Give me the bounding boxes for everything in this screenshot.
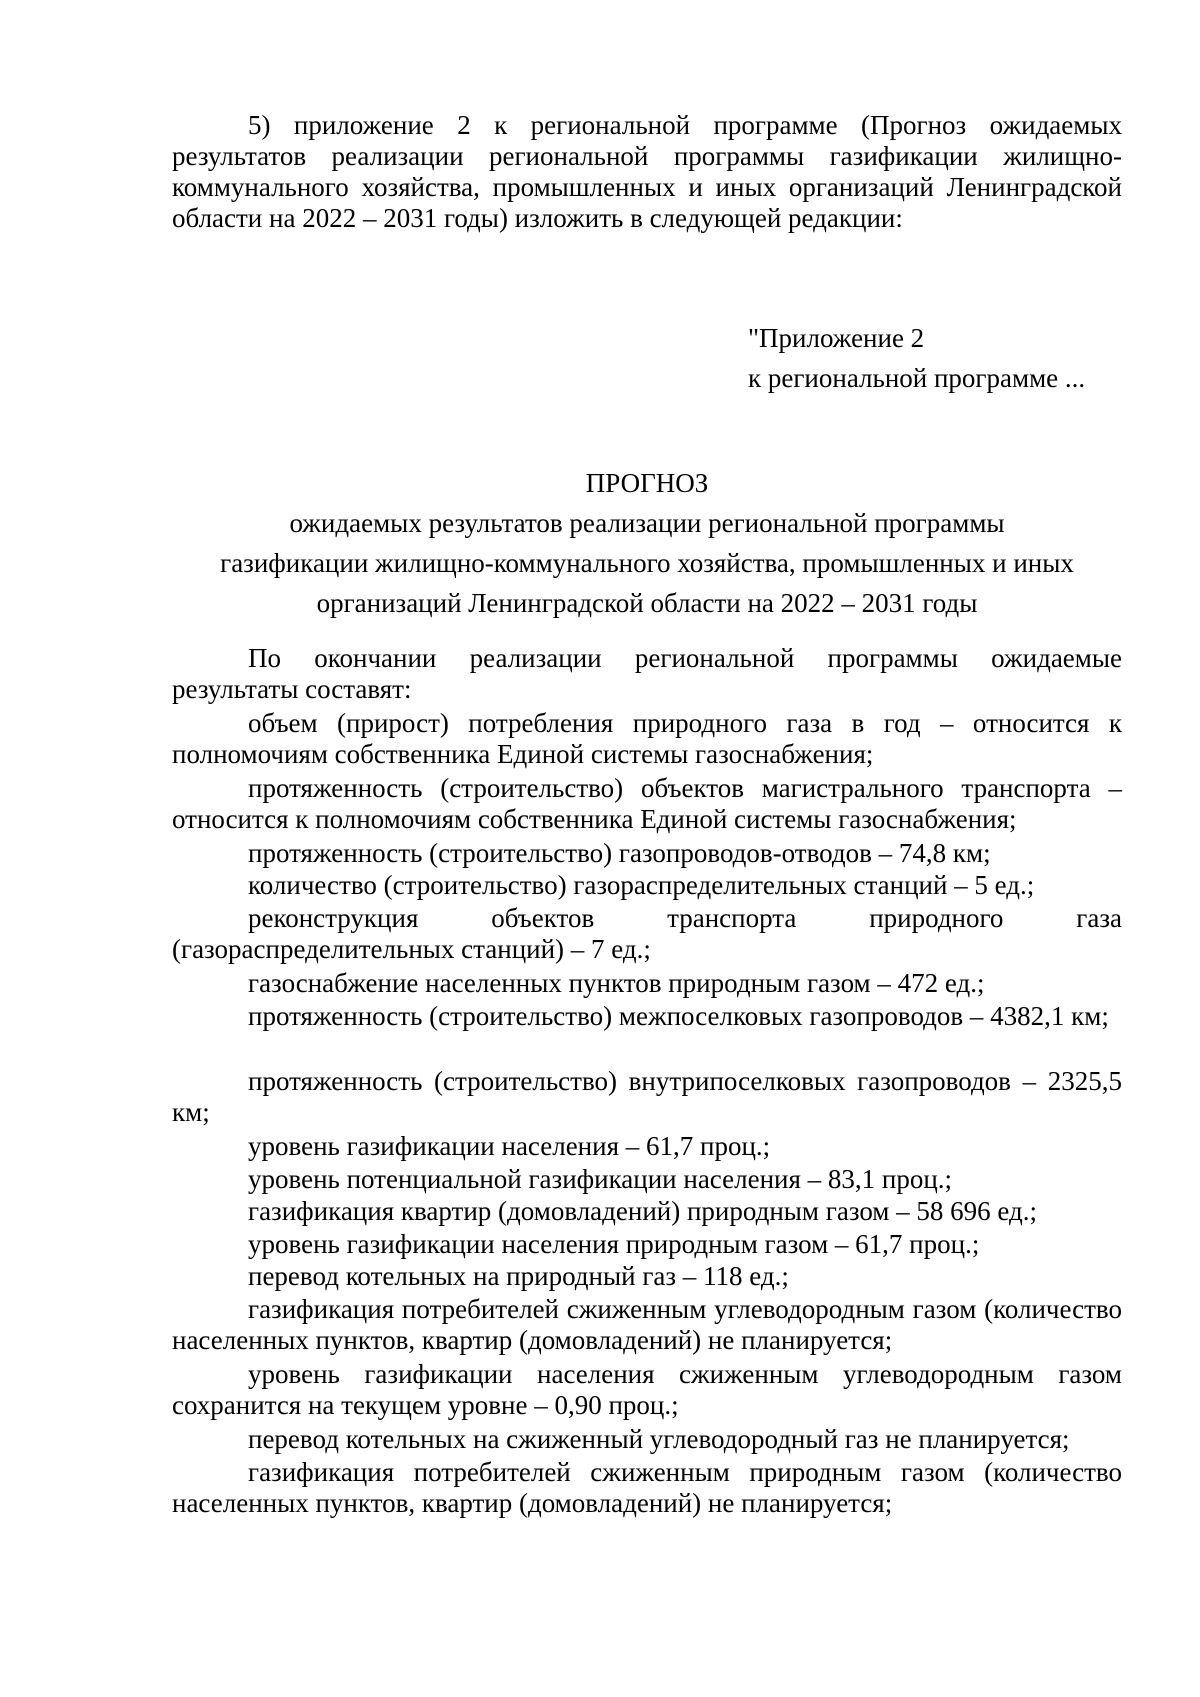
annex-line-1: "Приложение 2 (748, 323, 925, 353)
list-item: уровень газификации населения сжиженным углеводородным газом сохранится на текущем уровне – 0,90 проц.; (172, 1359, 1122, 1420)
title-line-2: газификации жилищно-коммунального хозяйства, промышленных и иных (220, 548, 1074, 578)
document-title (172, 463, 1122, 623)
list-item: протяженность (строительство) внутрипоселковых газопроводов – 2325,5 км; (172, 1066, 1122, 1127)
list-item: газификация квартир (домовладений) природным газом – 58 696 ед.; (248, 1196, 1038, 1226)
list-item: протяженность (строительство) межпоселковых газопроводов – 4382,1 км; (248, 1001, 1109, 1031)
list-item: количество (строительство) газораспределительных станций – 5 ед.; (248, 870, 1035, 900)
annex-header (748, 318, 1168, 398)
list-item: реконструкция объектов транспорта природного газа (газораспределительных станций) – 7 ед.; (172, 903, 1122, 964)
list-item: перевод котельных на природный газ – 118 ед.; (248, 1261, 789, 1291)
title-line-1: ожидаемых результатов реализации региональной программы (289, 508, 1005, 538)
list-item: уровень потенциальной газификации населения – 83,1 проц.; (248, 1164, 953, 1194)
lead-paragraph: По окончании реализации региональной программы ожидаемые результаты составят: (172, 643, 1122, 704)
list-item: газификация потребителей сжиженным углеводородным газом (количество населенных пунктов, квартир (домовладений) не планируется; (172, 1294, 1122, 1355)
title-line-3: организаций Ленинградской области на 2022 – 2031 годы (316, 588, 978, 618)
title-heading: ПРОГНОЗ (585, 468, 709, 498)
list-item: перевод котельных на сжиженный углеводородный газ не планируется; (248, 1424, 1070, 1454)
list-item: уровень газификации населения – 61,7 проц.; (248, 1131, 771, 1161)
list-item: газификация потребителей сжиженным природным газом (количество населенных пунктов, квартир (домовладений) не планируется; (172, 1457, 1122, 1518)
annex-line-2: к региональной программе ... (748, 363, 1086, 393)
intro-paragraph: 5) приложение 2 к региональной программе (Прогноз ожидаемых результатов реализации региональной программы газификации жилищно-коммунального хозяйства, промышленных и иных организаций Ленинградской области на 2022 – 2031 годы) изложить в следующей редакции: (172, 110, 1122, 233)
list-item: протяженность (строительство) газопроводов-отводов – 74,8 км; (248, 838, 991, 868)
list-item: уровень газификации населения природным газом – 61,7 проц.; (248, 1229, 980, 1259)
list-item: протяженность (строительство) объектов магистрального транспорта – относится к полномочиям собственника Единой системы газоснабжения; (172, 773, 1122, 834)
list-item: газоснабжение населенных пунктов природным газом – 472 ед.; (248, 968, 985, 998)
list-item: объем (прирост) потребления природного газа в год – относится к полномочиям собственника Единой системы газоснабжения; (172, 708, 1122, 769)
